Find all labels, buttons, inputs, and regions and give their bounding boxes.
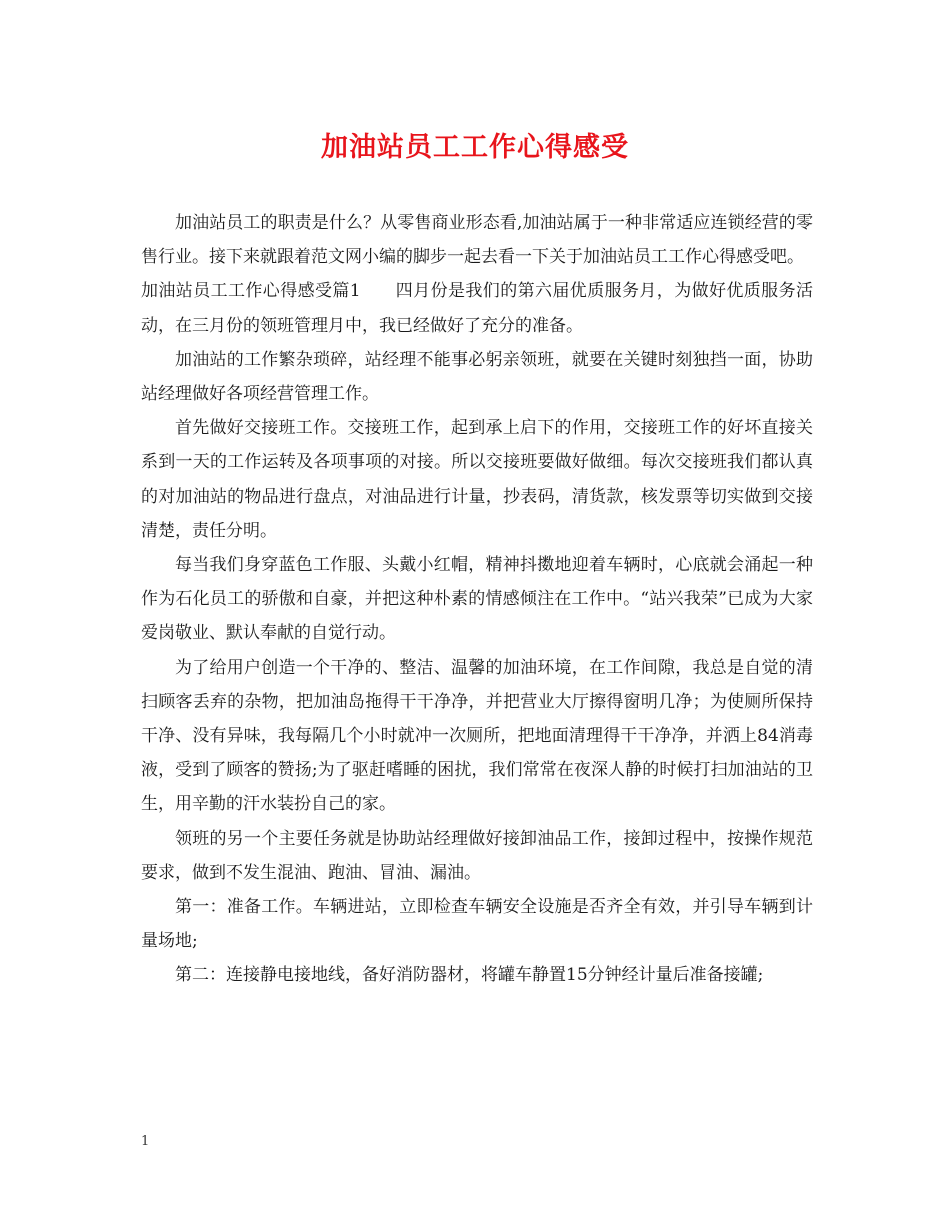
paragraph-cleaning: 为了给用户创造一个干净的、整洁、温馨的加油环境，在工作间隙，我总是自觉的清扫顾客丢弃的杂物，把加油岛拖得干干净净，并把营业大厅擦得窗明几净；为使厕所保持干净、没有异味，我每隔几个小时就冲一次厕所，把地面清理得干干净净，并洒上84消毒液，受到了顾客的赞扬;为了驱赶嗜睡的困扰，我们常常在夜深人静的时候打扫加油站的卫生，用辛勤的汗水装扮自己的家。	[141, 657, 813, 815]
paragraph-step-one: 第一：准备工作。车辆进站，立即检查车辆安全设施是否齐全有效，并引导车辆到计量场地;	[141, 897, 813, 952]
paragraph-pride: 每当我们身穿蓝色工作服、头戴小红帽，精神抖擞地迎着车辆时，心底就会涌起一种作为石化员工的骄傲和自豪，并把这种朴素的情感倾注在工作中。“站兴我荣”已成为大家爱岗敬业、默认奉献的自觉行动。	[141, 555, 813, 644]
paragraph-step-two: 第二：连接静电接地线，备好消防器材，将罐车静置15分钟经计量后准备接罐;	[175, 965, 764, 986]
document-title: 加油站员工工作心得感受	[321, 132, 629, 163]
paragraph-intro: 加油站员工的职责是什么？从零售商业形态看,加油站属于一种非常适应连锁经营的零售行业。接下来就跟着范文网小编的脚步一起去看一下关于加油站员工工作心得感受吧。	[141, 213, 813, 268]
paragraph-shift-lead: 加油站的工作繁杂琐碎，站经理不能事必躬亲领班，就要在关键时刻独挡一面，协助站经理做好各项经营管理工作。	[141, 349, 813, 405]
paragraph-unloading: 领班的另一个主要任务就是协助站经理做好接卸油品工作，接卸过程中，按操作规范要求，做到不发生混油、跑油、冒油、漏油。	[141, 828, 813, 883]
paragraph-handover: 首先做好交接班工作。交接班工作，起到承上启下的作用，交接班工作的好坏直接关系到一天的工作运转及各项事项的对接。所以交接班要做好做细。每次交接班我们都认真的对加油站的物品进行盘点，对油品进行计量，抄表码，清货款，核发票等切实做到交接清楚，责任分明。	[141, 418, 813, 541]
document-body	[141, 206, 813, 993]
page-number: 1	[141, 1134, 150, 1149]
paragraph-section-heading: 加油站员工工作心得感受篇1 四月份是我们的第六届优质服务月，为做好优质服务活动，在三月份的领班管理月中，我已经做好了充分的准备。	[141, 281, 813, 336]
